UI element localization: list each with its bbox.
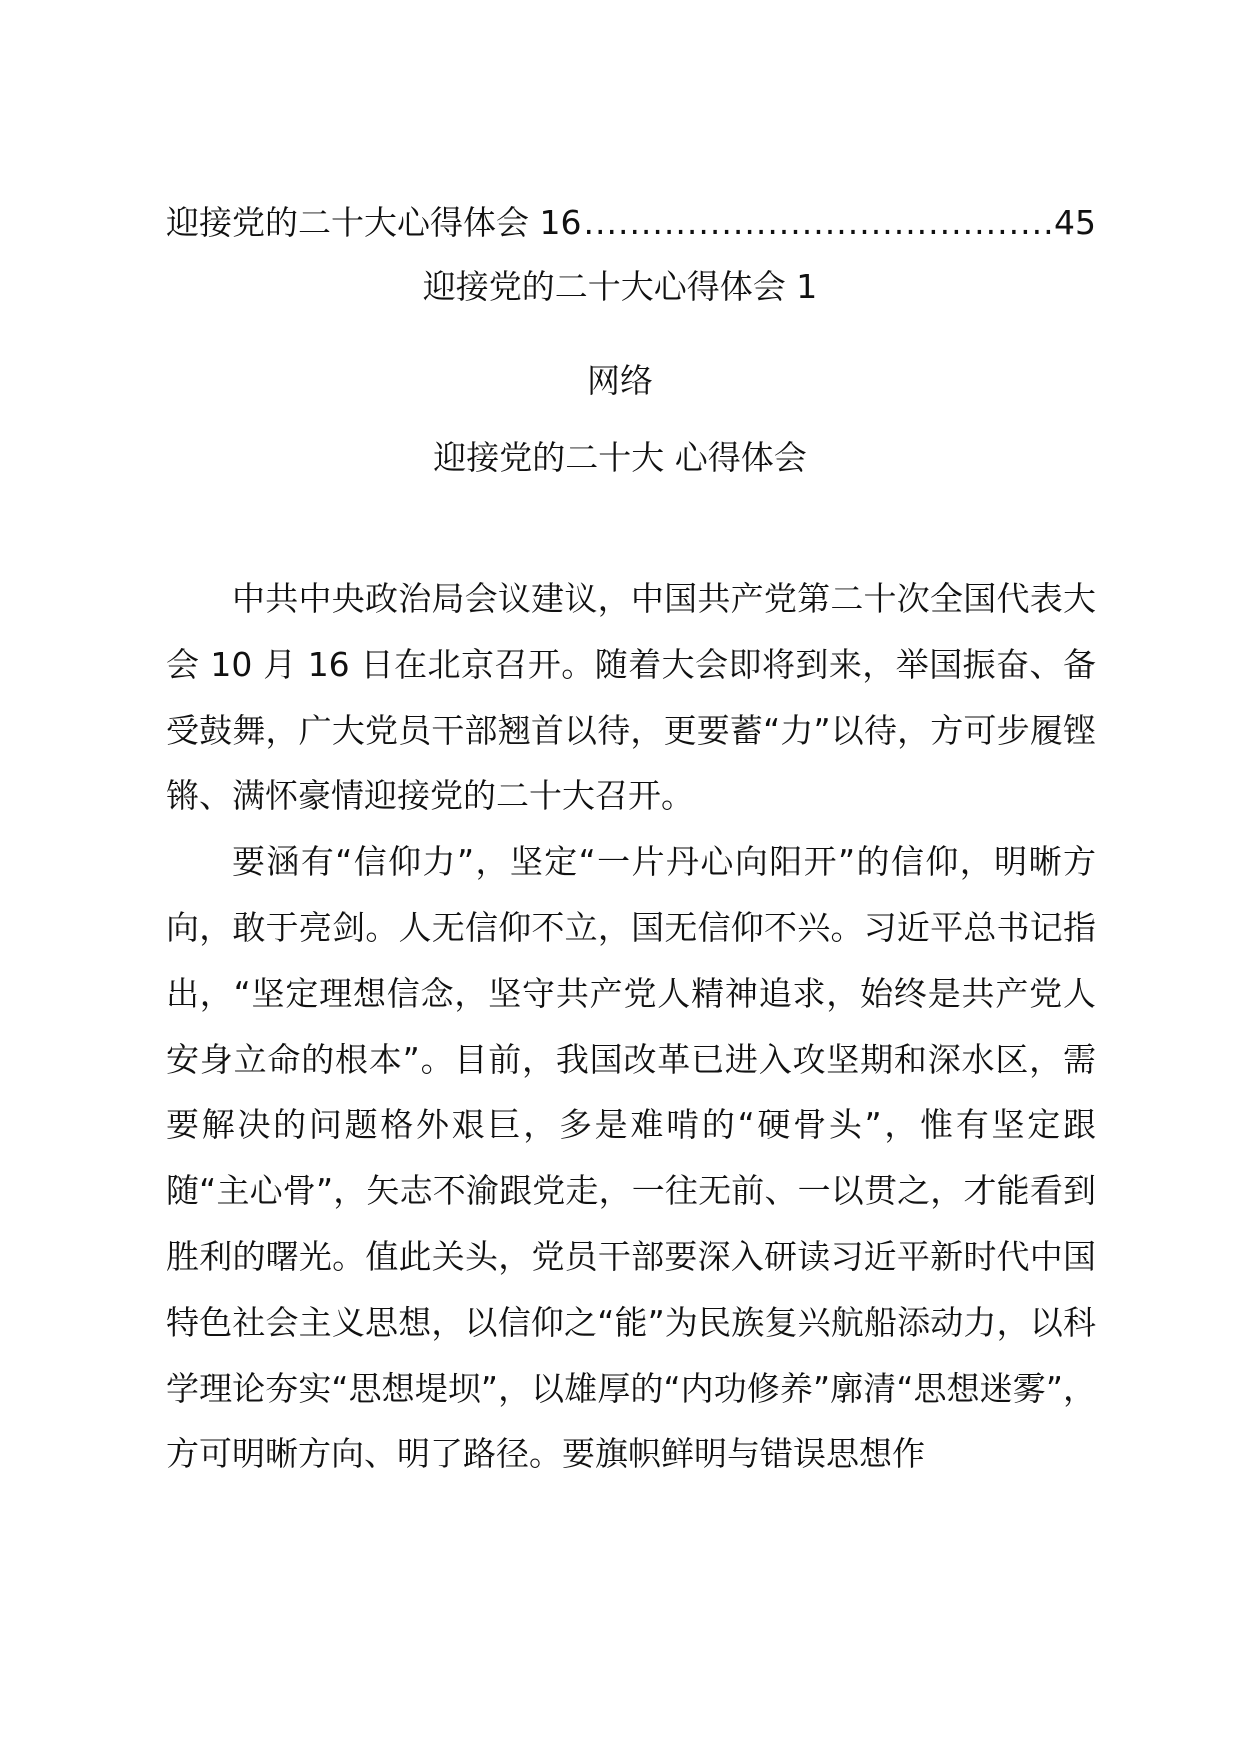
toc-dot-leader [583,198,1052,248]
toc-entry-title: 迎接党的二十大心得体会 16 [166,203,582,242]
toc-page-number: 45 [1054,203,1096,242]
body-paragraph: 中共中央政治局会议建议，中国共产党第二十次全国代表大会 10 月 16 日在北京召开。随着大会即将到来，举国振奋、备受鼓舞，广大党员干部翘首以待，更要蓄“力”以待，方可步履铿锵、满怀豪情迎接党的二十大召开。 [166,579,1096,816]
article-heading: 迎接党的二十大心得体会 1 [422,267,818,306]
article-body [166,566,1096,1487]
article-source: 网络 [587,361,653,400]
body-paragraph: 要涵有“信仰力”，坚定“一片丹心向阳开”的信仰，明晰方向，敢于亮剑。人无信仰不立，国无信仰不兴。习近平总书记指出，“坚定理想信念，坚守共产党人精神追求，始终是共产党人安身立命的根本”。目前，我国改革已进入攻坚期和深水区，需要解决的问题格外艰巨，多是难啃的“硬骨头”，惟有坚定跟随“主心骨”，矢志不渝跟党走，一往无前、一以贯之，才能看到胜利的曙光。值此关头，党员干部要深入研读习近平新时代中国特色社会主义思想，以信仰之“能”为民族复兴航船添动力，以科学理论夯实“思想堤坝”，以雄厚的“内功修养”廓清“思想迷雾”，方可明晰方向、明了路径。要旗帜鲜明与错误思想作 [166,842,1096,1474]
toc-entry[interactable] [166,198,1096,248]
article-title: 迎接党的二十大 心得体会 [433,438,807,477]
